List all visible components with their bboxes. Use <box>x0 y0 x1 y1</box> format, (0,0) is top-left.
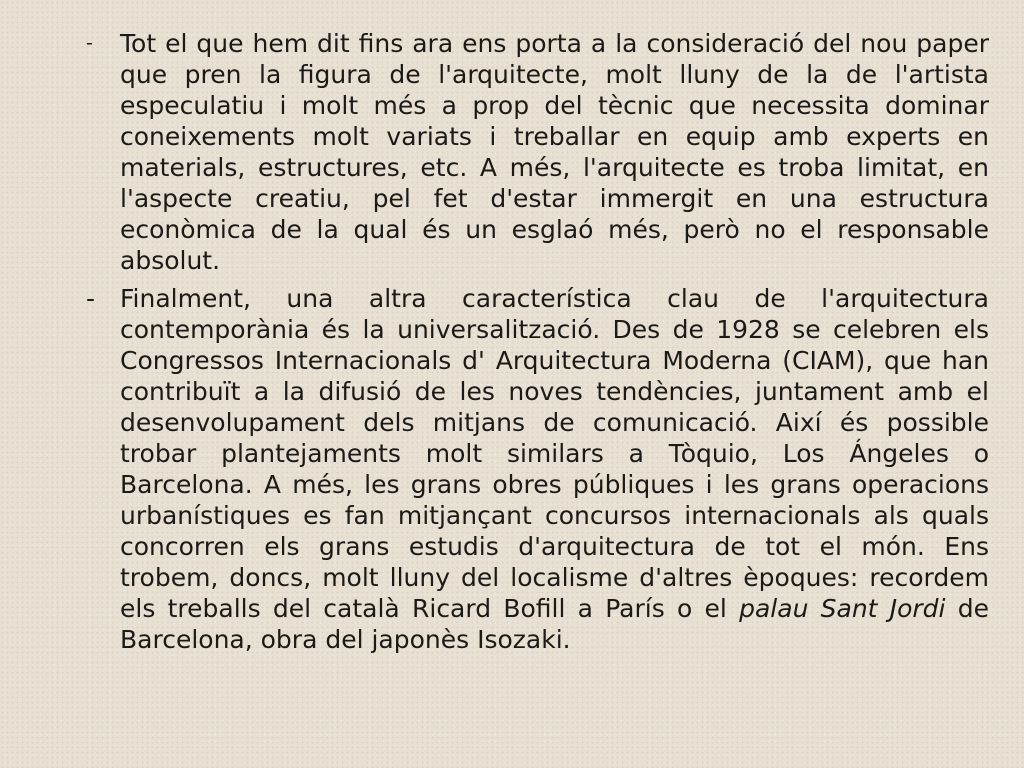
slide-text-body <box>86 28 989 655</box>
paragraph-text: Finalment, una altra característica clau de l'arquitectura contemporània és la universalització. Des de 1928 se celebren els Congressos Internacionals d' Arquitectura Moderna (CIAM), que han contribuït a la difusió de les noves tendències, juntament amb el desenvolupament dels mitjans de comunicació. Així és possible trobar plantejaments molt similars a Tòquio, Los Ángeles o Barcelona. A més, les grans obres públiques i les grans operacions urbanístiques es fan mitjançant concursos internacionals als quals concorren els grans estudis d'arquitectura de tot el món. Ens trobem, doncs, molt lluny del localisme d'altres èpoques: recordem els treballs del català Ricard Bofill a París o el <box>120 284 989 623</box>
bullet-dash: - <box>86 32 93 54</box>
paragraph-text-end: de Barcelona, obra del japonès Isozaki. <box>120 594 989 654</box>
bullet-paragraph-universalization <box>86 283 989 655</box>
paragraph-text: Tot el que hem dit fins ara ens porta a la consideració del nou paper que pren la figura de l'arquitecte, molt lluny de la de l'artista especulatiu i molt més a prop del tècnic que necessita dominar coneixements molt variats i treballar en equip amb experts en materials, estructures, etc. A més, l'arquitecte es troba limitat, en l'aspecte creatiu, pel fet d'estar immergit en una estructura econòmica de la qual és un esglaó més, però no el responsable absolut. <box>120 29 989 275</box>
bullet-dash: - <box>86 284 96 313</box>
bullet-paragraph-architect-role <box>86 28 989 276</box>
italic-work-title: palau Sant Jordi <box>739 594 946 623</box>
